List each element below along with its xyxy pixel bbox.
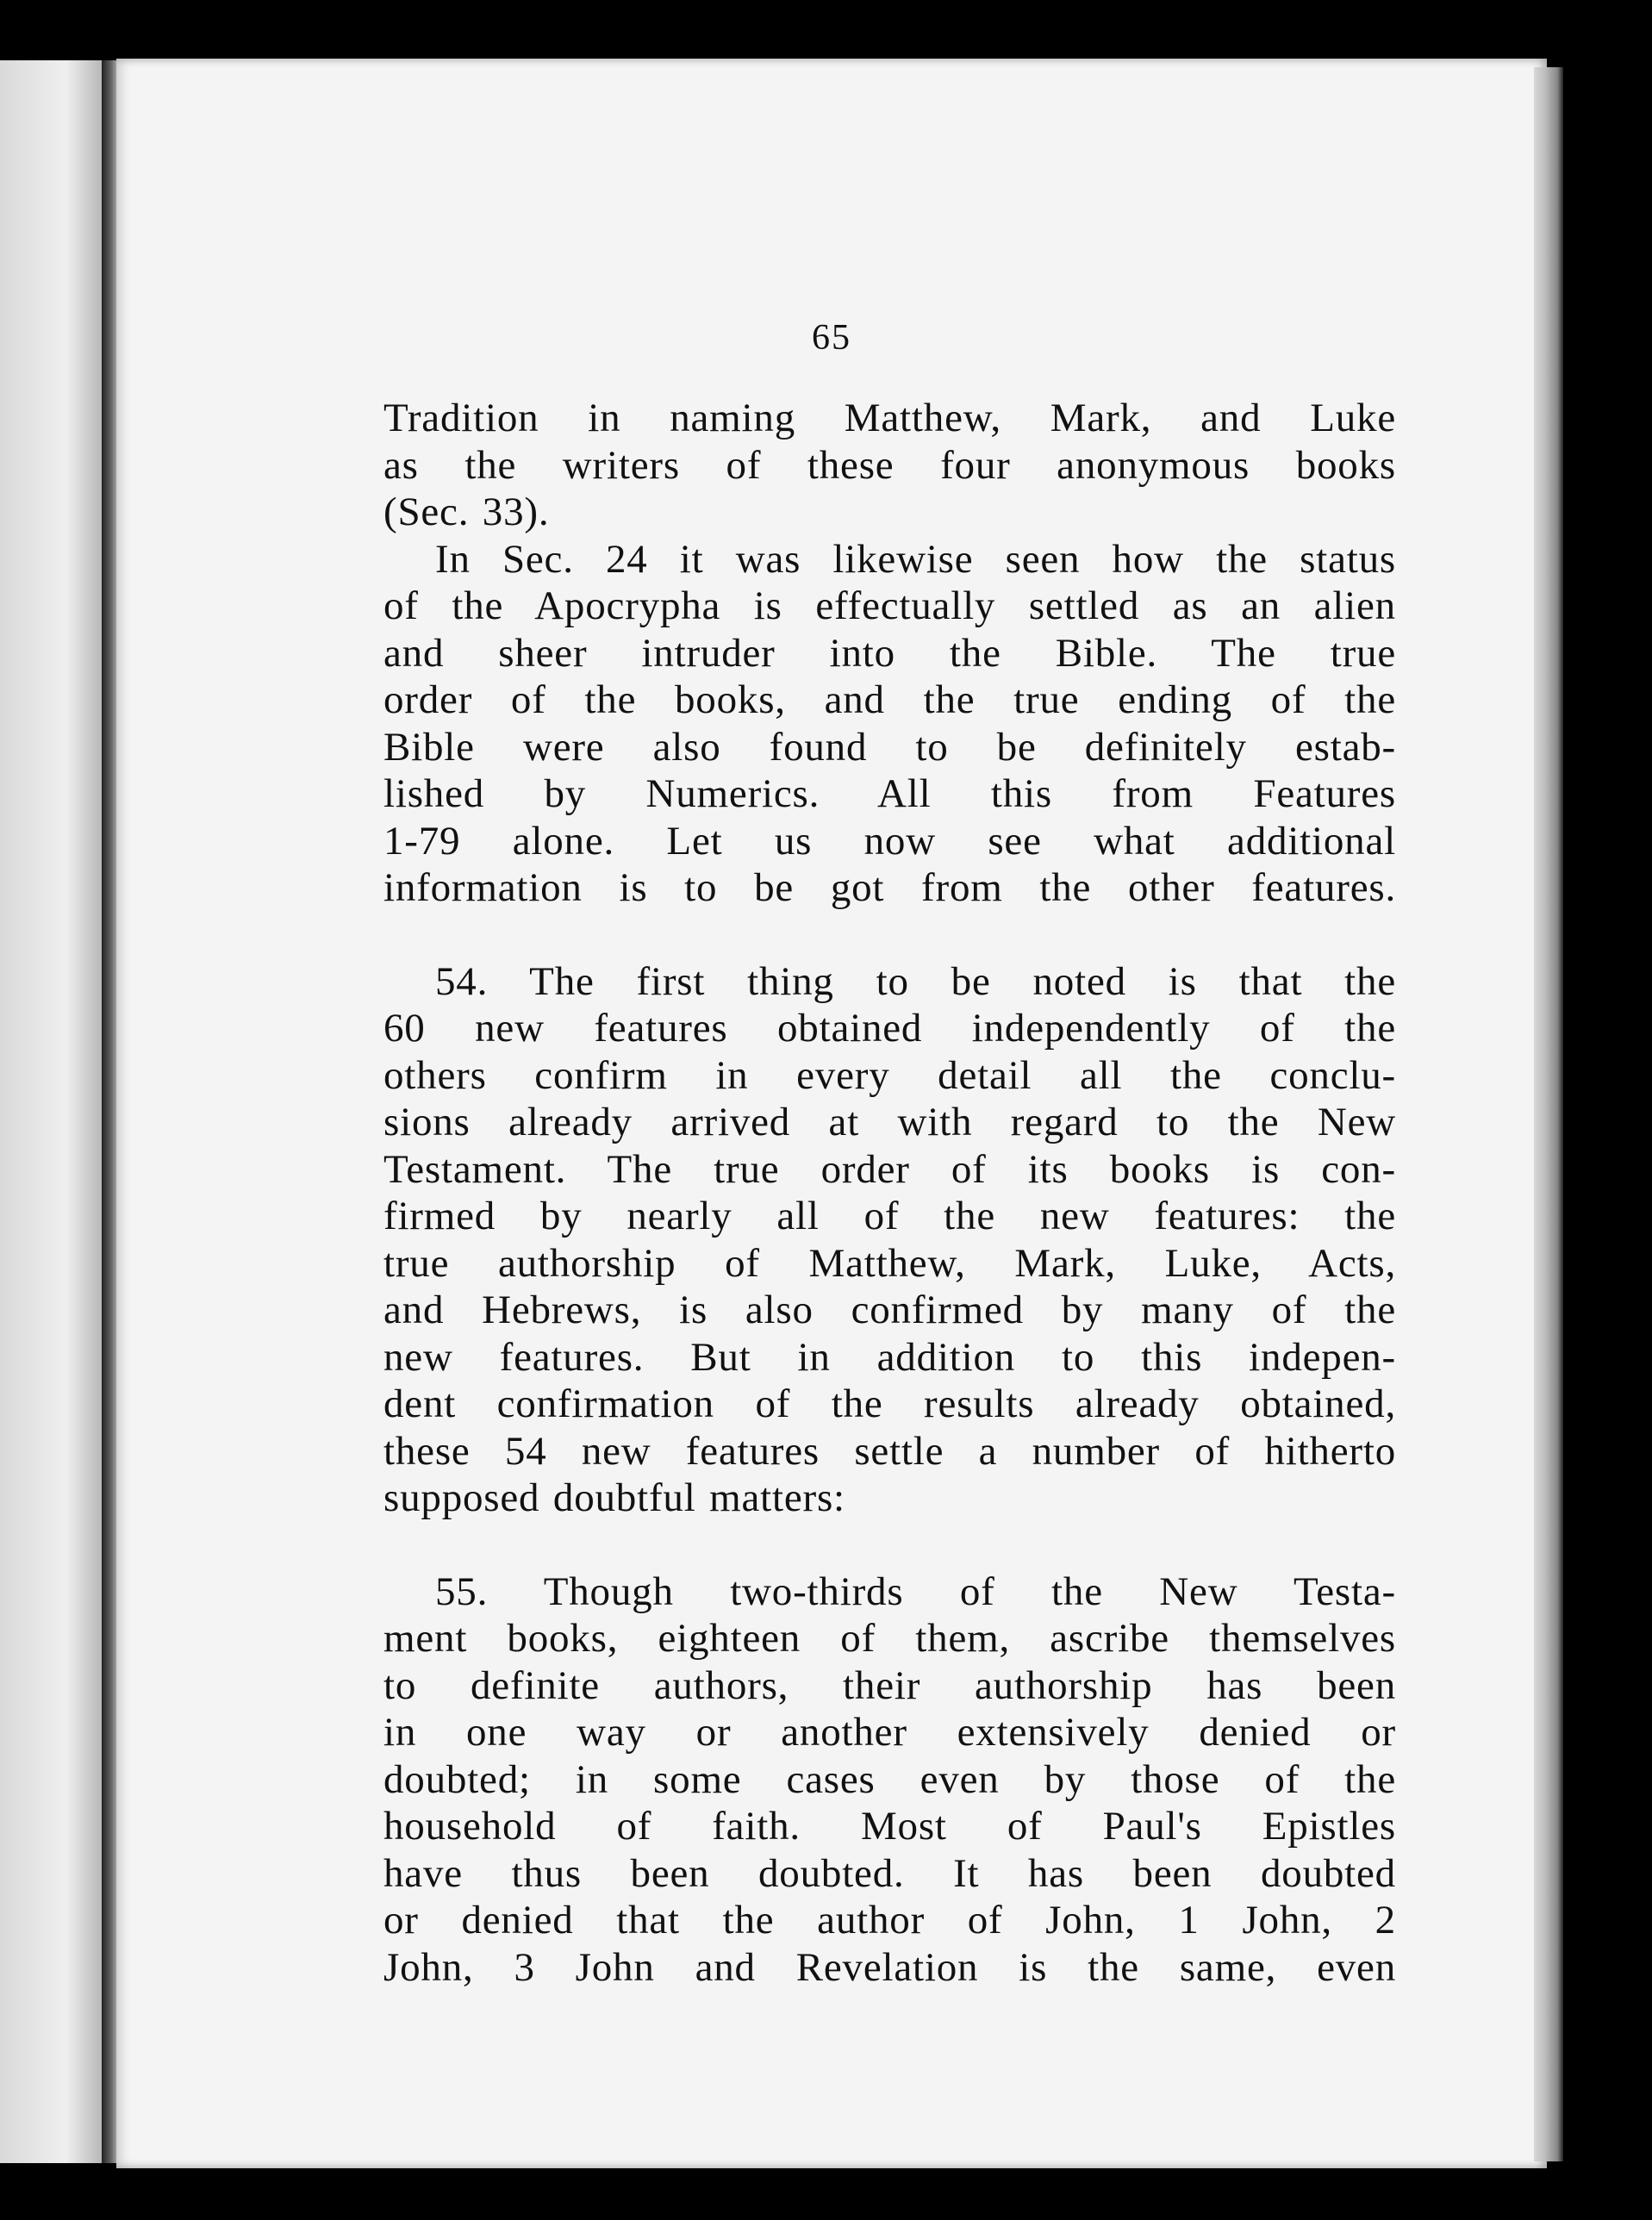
text-line: or denied that the author of John, 1 John, 2	[383, 1898, 1396, 1942]
text-line: In Sec. 24 it was likewise seen how the status	[435, 536, 1396, 582]
text-line: true authorship of Matthew, Mark, Luke, Acts,	[383, 1240, 1396, 1286]
text-line: John, 3 John and Revelation is the same, even	[383, 1944, 1396, 1990]
text-line: 60 new features obtained independently of the	[383, 1006, 1396, 1051]
book-page	[116, 59, 1547, 2168]
text-line: doubted; in some cases even by those of the	[383, 1756, 1396, 1802]
text-line: ment books, eighteen of them, ascribe themselves	[383, 1616, 1396, 1661]
text-line: of the Apocrypha is effectually settled as an alien	[383, 583, 1396, 628]
text-line: firmed by nearly all of the new features: the	[383, 1194, 1396, 1238]
body-text	[383, 395, 1396, 1991]
text-line: household of faith. Most of Paul's Epistles	[383, 1804, 1396, 1849]
text-line: Bible were also found to be definitely estab-	[383, 724, 1396, 770]
text-line: and sheer intruder into the Bible. The true	[383, 630, 1396, 676]
text-line: Tradition in naming Matthew, Mark, and Luke	[383, 396, 1396, 440]
text-line: have thus been doubted. It has been doubted	[383, 1850, 1396, 1896]
paragraph	[383, 536, 1396, 912]
text-line: to definite authors, their authorship has been	[383, 1662, 1396, 1708]
paragraph-section-55	[383, 1568, 1396, 1992]
text-line: and Hebrews, is also confirmed by many of the	[383, 1288, 1396, 1332]
text-line: order of the books, and the true ending of the	[383, 677, 1396, 722]
text-line: others confirm in every detail all the conclu-	[383, 1052, 1396, 1098]
text-line: lished by Numerics. All this from Features	[383, 771, 1396, 816]
text-line: 55. Though two-thirds of the New Testa-	[435, 1568, 1396, 1614]
text-line: as the writers of these four anonymous books	[383, 442, 1396, 488]
text-line: 54. The first thing to be noted is that the	[435, 958, 1396, 1004]
page-number: 65	[812, 318, 851, 358]
left-page-edge	[0, 60, 110, 2163]
paragraph	[383, 395, 1396, 536]
text-line: 1-79 alone. Let us now see what additional	[383, 818, 1396, 864]
text-line: dent confirmation of the results already obtained,	[383, 1381, 1396, 1426]
text-line: Testament. The true order of its books is con-	[383, 1146, 1396, 1192]
text-line: supposed doubtful matters:	[383, 1475, 845, 1520]
text-line: these 54 new features settle a number of hitherto	[383, 1428, 1396, 1474]
paragraph-section-54	[383, 958, 1396, 1522]
right-page-edge	[1534, 67, 1563, 2161]
text-line: new features. But in addition to this indepen-	[383, 1334, 1396, 1380]
text-line: sions already arrived at with regard to the New	[383, 1100, 1396, 1144]
text-line: (Sec. 33).	[383, 490, 550, 534]
text-line: in one way or another extensively denied or	[383, 1710, 1396, 1755]
text-line: information is to be got from the other features.	[383, 865, 1396, 910]
